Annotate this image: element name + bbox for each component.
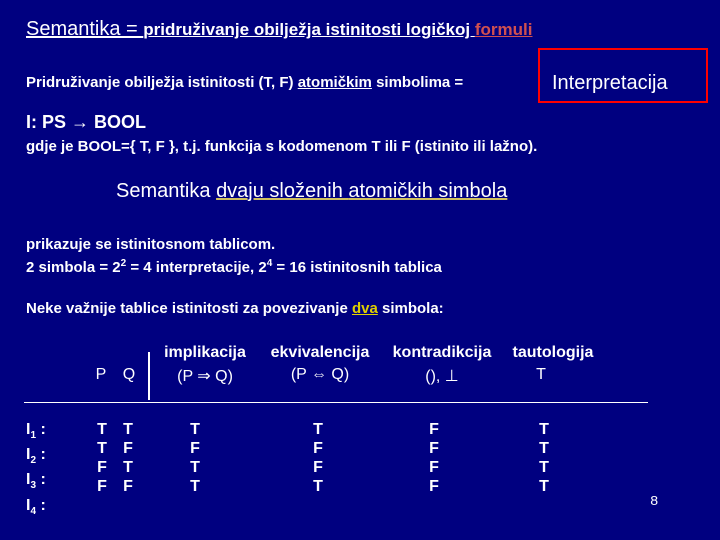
header-ekvivalencija: ekvivalencija bbox=[270, 344, 370, 361]
column-ekvivalencija bbox=[308, 420, 328, 496]
paragraph-2 bbox=[26, 258, 442, 276]
interpretation-label: Interpretacija bbox=[552, 72, 668, 94]
cell: T bbox=[313, 478, 323, 495]
formula-ekvivalencija: (P ⇔ Q) bbox=[290, 366, 350, 383]
para3-highlight: dva bbox=[351, 300, 378, 317]
cell: F bbox=[123, 440, 133, 457]
cell: F bbox=[313, 440, 323, 457]
column-tautologija bbox=[534, 420, 554, 496]
formula-kontradikcija: (), ⊥ bbox=[425, 368, 459, 385]
page-number: 8 bbox=[650, 494, 659, 510]
cell: T bbox=[123, 421, 133, 438]
cell: F bbox=[429, 421, 439, 438]
column-implikacija bbox=[185, 420, 205, 496]
table-vertical-divider bbox=[148, 352, 150, 400]
para2-b: = 4 interpretacije, 2 bbox=[126, 259, 267, 276]
para2-a: 2 simbola = 2 bbox=[26, 259, 121, 276]
cell: F bbox=[97, 459, 107, 476]
para2-c: = 16 istinitosnih tablica bbox=[272, 259, 442, 276]
paragraph-3 bbox=[26, 300, 444, 317]
cell: T bbox=[190, 421, 200, 438]
para2-sup-2: 4 bbox=[266, 258, 273, 269]
definition-underlined: atomičkim bbox=[297, 74, 372, 91]
para3-a: Neke važnije tablice istinitosti za povezivanje bbox=[26, 300, 352, 317]
para2-sup-1: 2 bbox=[120, 258, 127, 269]
cell: T bbox=[190, 478, 200, 495]
definition-text-before: Pridruživanje obilježja istinitosti (T, F) bbox=[26, 74, 298, 91]
section-subtitle bbox=[116, 180, 507, 203]
title-part-1: Semantika = bbox=[26, 18, 144, 40]
cell: F bbox=[429, 459, 439, 476]
header-implikacija: implikacija bbox=[164, 344, 246, 361]
row-label-2: $I_2$ : bbox=[26, 446, 46, 467]
row-label-4: $I_4$ : bbox=[26, 496, 46, 517]
cell: T bbox=[97, 440, 107, 457]
cell: T bbox=[123, 459, 133, 476]
cell: F bbox=[123, 478, 133, 495]
subtitle-part-3: atomičkih simbola bbox=[348, 180, 508, 202]
paragraph-1: prikazuje se istinitosnom tablicom. bbox=[26, 236, 276, 253]
bool-definition: gdje je BOOL={ T, F }, t.j. funkcija s kodomenom T ili F (istinito ili lažno). bbox=[26, 138, 538, 155]
column-p bbox=[92, 420, 112, 496]
cell: F bbox=[313, 459, 323, 476]
mapping-line: I: PS → BOOL bbox=[26, 112, 147, 132]
cell: T bbox=[539, 421, 549, 438]
row-label-3: $I_3$ : bbox=[26, 471, 46, 492]
cell: F bbox=[429, 478, 439, 495]
header-p: P bbox=[95, 366, 107, 383]
cell: T bbox=[313, 421, 323, 438]
page-title bbox=[26, 18, 532, 41]
cell: T bbox=[539, 440, 549, 457]
definition-text-after: simbolima = bbox=[371, 74, 464, 91]
subtitle-part-2: dvaju složenih bbox=[216, 180, 349, 202]
title-part-3: formuli bbox=[474, 20, 533, 39]
column-q bbox=[118, 420, 138, 496]
cell: T bbox=[539, 459, 549, 476]
cell: F bbox=[190, 440, 200, 457]
header-q: Q bbox=[122, 366, 136, 383]
cell: T bbox=[190, 459, 200, 476]
table-horizontal-divider bbox=[24, 402, 648, 403]
subtitle-part-1: Semantika bbox=[116, 180, 217, 202]
formula-tautologija: T bbox=[536, 366, 546, 383]
cell: T bbox=[97, 421, 107, 438]
header-kontradikcija: kontradikcija bbox=[392, 344, 492, 361]
formula-implikacija: (P ⇒ Q) bbox=[177, 368, 233, 385]
column-kontradikcija bbox=[424, 420, 444, 496]
title-part-2: pridruživanje obilježja istinitosti logičkoj bbox=[143, 20, 475, 39]
cell: F bbox=[97, 478, 107, 495]
para3-c: simbola: bbox=[377, 300, 444, 317]
row-labels bbox=[26, 420, 46, 521]
definition-line bbox=[26, 74, 463, 91]
cell: T bbox=[539, 478, 549, 495]
row-label-1: $I_1$ : bbox=[26, 421, 46, 442]
header-tautologija: tautologija bbox=[512, 344, 594, 361]
cell: F bbox=[429, 440, 439, 457]
